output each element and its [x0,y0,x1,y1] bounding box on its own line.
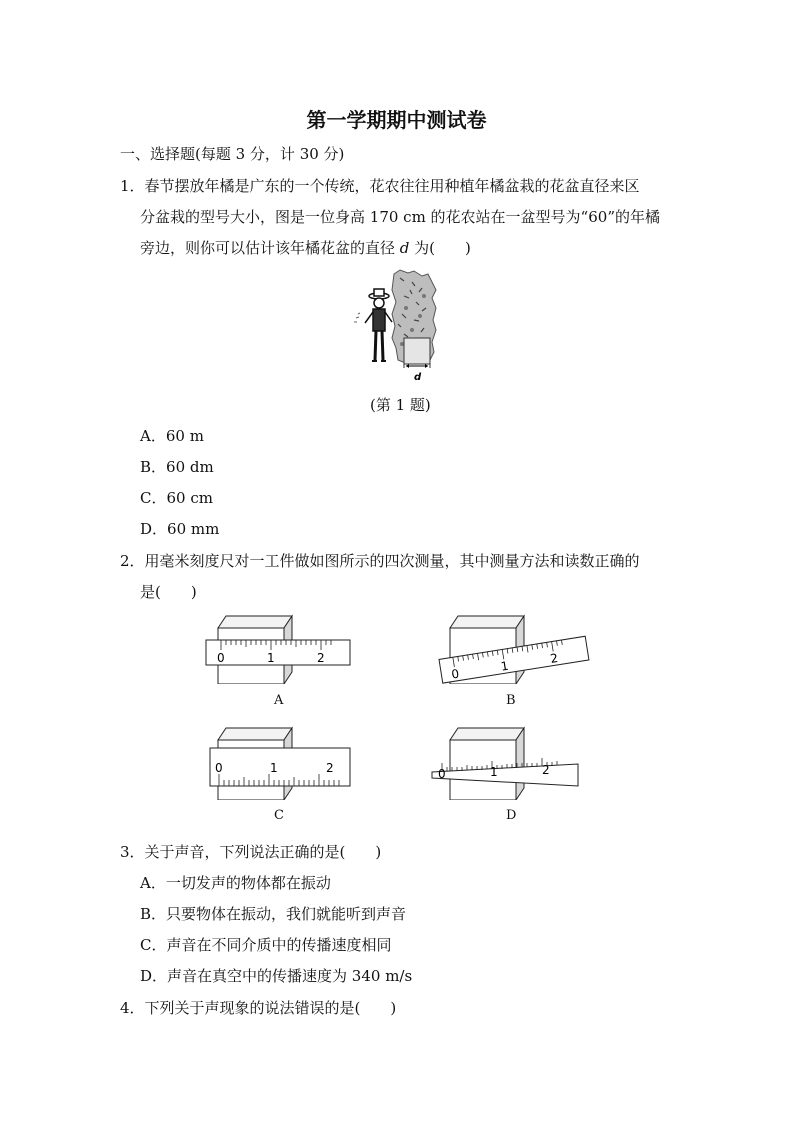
ruler-c-label-2: 2 [326,761,334,775]
q1-line2: 分盆栽的型号大小，图是一位身高 170 cm 的花农站在一盆型号为“60”的年橘 [140,208,660,226]
q1-line1: 1．春节摆放年橘是广东的一个传统，花农往往用种植年橘盆栽的花盆直径来区 [120,177,640,195]
ruler-b-label-0: 0 [450,666,461,682]
q3-option-b[interactable]: B．只要物体在振动，我们就能听到声音 [140,905,407,923]
ruler-a-label-2: 2 [317,651,325,665]
q2-figure-c [200,726,360,800]
q2-label-d[interactable]: D [506,808,517,823]
ruler-d-label-2: 2 [542,763,550,777]
figure-label-d: d [414,372,422,383]
q4-stem: 4．下列关于声现象的说法错误的是( ) [120,999,397,1017]
q3-option-c[interactable]: C．声音在不同介质中的传播速度相同 [140,936,392,954]
q2-label-c[interactable]: C [274,808,284,823]
q2-label-a[interactable]: A [274,693,284,708]
ruler-a-label-1: 1 [267,651,275,665]
pot-shape [404,338,430,364]
q2-label-b[interactable]: B [506,693,516,708]
q1-line3: 旁边，则你可以估计该年橘花盆的直径 d 为( ) [140,239,471,257]
ruler-d-label-1: 1 [490,765,498,779]
variable-d: d [399,239,410,257]
farmer-figure [365,289,392,361]
ruler-b-label-2: 2 [549,650,559,666]
q1-option-b[interactable]: B．60 dm [140,458,214,476]
q1-caption: (第 1 题) [370,396,431,414]
section-heading: 一、选择题(每题 3 分，计 30 分) [120,145,345,163]
ruler-c-label-0: 0 [215,761,223,775]
q3-option-a[interactable]: A．一切发声的物体都在振动 [140,874,331,892]
q3-stem: 3．关于声音，下列说法正确的是( ) [120,843,382,861]
ruler-a-label-0: 0 [217,651,225,665]
q2-figure-a [200,612,360,684]
ruler-b-label-1: 1 [499,658,510,674]
q2-line2: 是( ) [140,583,197,601]
q3-option-d[interactable]: D．声音在真空中的传播速度为 340 m/s [140,967,413,985]
page-title: 第一学期期中测试卷 [306,108,487,132]
ruler-d-label-0: 0 [438,767,446,781]
q2-figure-b [432,612,592,684]
ruler-c-label-1: 1 [270,761,278,775]
q1-option-c[interactable]: C．60 cm [140,489,213,507]
q1-option-d[interactable]: D．60 mm [140,520,220,538]
q2-line1: 2．用毫米刻度尺对一工件做如图所示的四次测量，其中测量方法和读数正确的 [120,552,640,570]
q2-figure-d [428,726,592,800]
ruler-a [206,640,350,665]
q1-figure [352,268,444,384]
q1-option-a[interactable]: A．60 m [140,427,204,445]
